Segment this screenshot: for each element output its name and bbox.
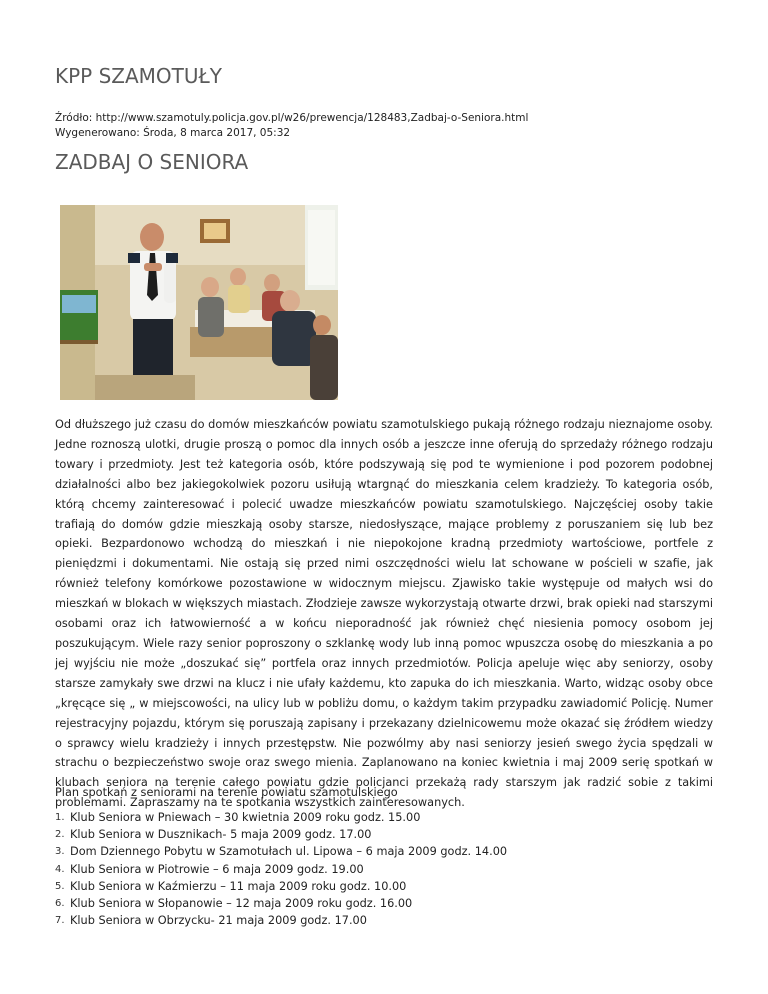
list-item-text: Klub Seniora w Obrzycku- 21 maja 2009 godz. 17.00 [70,914,367,928]
plan-heading: Plan spotkań z seniorami na terenie powiatu szamotulskiego [55,786,398,799]
list-item [55,843,507,860]
list-item-text: Klub Seniora w Słopanowie – 12 maja 2009 roku godz. 16.00 [70,897,413,911]
list-item-number: 2. [55,829,65,841]
list-item-number: 1. [55,812,65,823]
generated-line: Wygenerowano: Środa, 8 marca 2017, 05:32 [55,127,291,139]
list-item-text: Klub Seniora w Piotrowie – 6 maja 2009 godz. 19.00 [70,862,364,876]
list-item-text: Klub Seniora w Pniewach – 30 kwietnia 2009 roku godz. 15.00 [70,811,421,824]
list-item [55,878,507,895]
source-line: Źródło: http://www.szamotuly.policja.gov.pl/w26/prewencja/128483,Zadbaj-o-Seniora.html [55,112,529,124]
list-item [55,895,507,912]
site-title: KPP SZAMOTUŁY [55,64,222,88]
list-item-text: Dom Dziennego Pobytu w Szamotułach ul. Lipowa – 6 maja 2009 godz. 14.00 [70,845,508,859]
meeting-plan-list [55,809,507,929]
list-item-text: Klub Seniora w Dusznikach- 5 maja 2009 godz. 17.00 [70,828,372,842]
list-item-text: Klub Seniora w Kaźmierzu – 11 maja 2009 roku godz. 10.00 [70,879,407,893]
list-item-number: 4. [55,863,65,875]
list-item-number: 6. [55,898,65,910]
list-item [55,912,507,929]
list-item-number: 3. [55,846,65,858]
list-item-number: 7. [55,915,65,927]
article-body: Od dłuższego już czasu do domów mieszkańców powiatu szamotulskiego pukają różnego rodzaju nieznajome osoby. Jedne roznoszą ulotki, drugie proszą o pomoc dla innych osób a jeszcze inne oferują do sprzedaży różnego rodzaju towary i przedmioty. Jest też kategoria osób, które podszywają się pod te wymienione i pod pozorem podobnej działalności albo bez jakiegokolwiek pozoru usiłują wtargnąć do mieszkania celem kradzieży. To kategoria osób, którą chcemy zainteresować i polecić uwadze mieszkańców powiatu szamotulskiego. Najczęściej osoby takie trafiają do domów gdzie mieszkają osoby starsze, niedosłyszące, mające problemy z poruszaniem się lub bez opieki. Bezpardonowo wchodzą do mieszkań i nie niepokojone kradną przedmioty wartościowe, portfele z pieniędzmi i dokumentami. Nie ostają się przed nimi oszczędności wielu lat schowane w pościeli w szafie, jak również telefony komórkowe pozostawione w widocznym miejscu. Zjawisko takie występuje od małych wsi do mieszkań w blokach w większych miastach. Złodzieje zawsze wykorzystają otwarte drzwi, brak opieki nad starszymi osobami oraz ich łatwowierność a w końcu nieporadność jak również chęć niesienia pomocy osobom jej poszukującym. Wiele razy senior poproszony o szklankę wody lub inną pomoc wpuszcza osobę do mieszkania a po jej wyjściu nie może „doszukać się” portfela oraz innych przedmiotów. Policja apeluje więc aby seniorzy, osoby starsze zamykały swe drzwi na klucz i nie ufały każdemu, kto zapuka do ich mieszkania. Warto, widząc osoby obce „kręcące się „ w miejscowości, na ulicy lub w pobliżu domu, o każdym takim przypadku zawiadomić Policję. Numer rejestracyjny pojazdu, którym się poruszają zapisany i przekazany dzielnicowemu może okazać się źródłem wiedzy o sprawcy wielu kradzieży i innych przestępstw. Nie pozwólmy aby nasi seniorzy jesień swego życia spędzali w strachu o bezpieczeństwo swoje oraz swego mienia. Zaplanowano na koniec kwietnia i maj 2009 serię spotkań w klubach seniora na terenie całego powiatu gdzie policjanci przekażą rady starszym jak radzić sobie z takimi problemami. Zapraszamy na te spotkania wszystkich zainteresowanych. [55,418,713,810]
document-meta [55,111,528,141]
list-item [55,809,507,826]
article-title: ZADBAJ O SENIORA [55,150,249,174]
article-photo [60,205,338,400]
list-item-number: 5. [55,880,65,892]
list-item [55,861,507,878]
list-item [55,826,507,843]
